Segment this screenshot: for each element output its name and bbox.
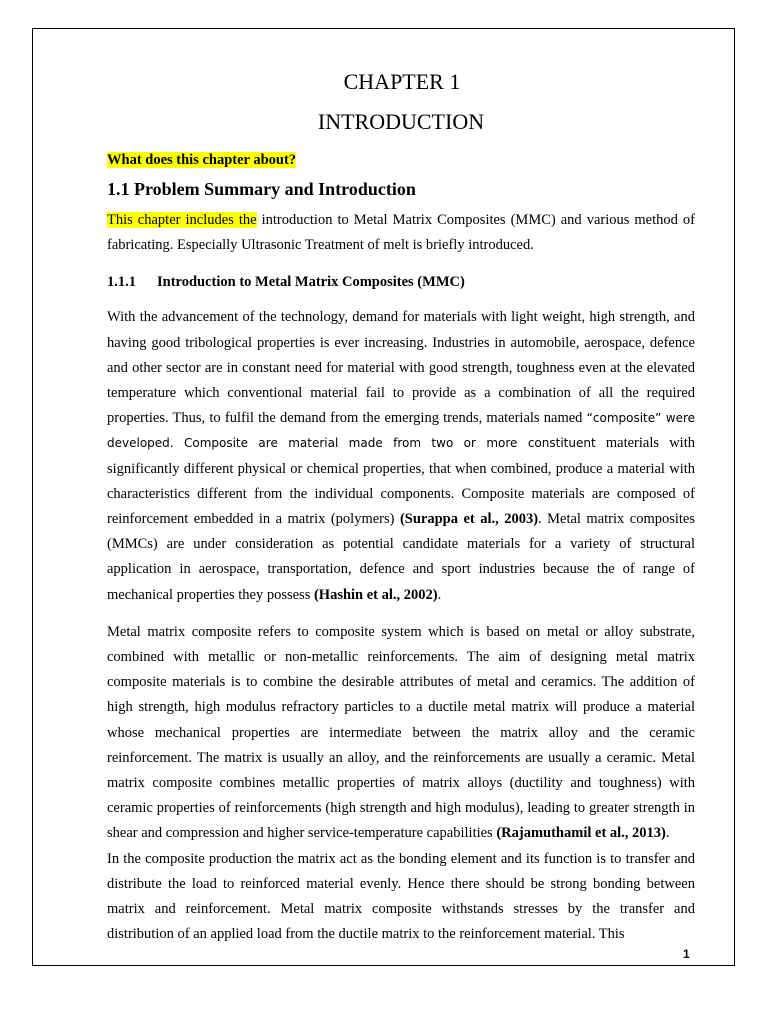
subsection-title: Introduction to Metal Matrix Composites (MMC) bbox=[157, 274, 465, 291]
chapter-number: CHAPTER 1 bbox=[343, 69, 461, 94]
citation: (Surappa et al., 2003) bbox=[399, 511, 539, 528]
citation: (Rajamuthamil et al., 2013) bbox=[496, 825, 666, 842]
paragraph-text: Metal matrix composite refers to composite system which is based on metal or alloy substrate, combined with metallic or non-metallic reinforcements. The aim of designing metal matrix composite materials is to combine the desirable attributes of metal and ceramics. The addition of high strength, high modulus refractory particles to a ductile metal matrix will produce a material whose mechanical properties are intermediate between the matrix alloy and the ceramic reinforcement. The matrix is usually an alloy, and the reinforcements are usually a ceramic. Metal matrix composite combines metallic properties of matrix alloys (ductility and toughness) with ceramic properties of reinforcements (high strength and high modulus), leading to greater strength in shear and compression and higher service-temperature capabilities bbox=[107, 623, 695, 842]
chapter-question-highlight: What does this chapter about? bbox=[107, 152, 297, 168]
paragraph-bonding: In the composite production the matrix act as the bonding element and its function is to transfer and distribute the load to reinforced material evenly. Hence there should be strong bonding between matrix and reinforcement. Metal matrix composite withstands stresses by the transfer and distribution of an applied load from the ductile matrix to the reinforcement material. This bbox=[107, 850, 695, 943]
paragraph-sans-text: “composite” were developed. Composite are material made from two or more constituent bbox=[107, 411, 696, 451]
paragraph-text: . Metal matrix composites (MMCs) are under consideration as potential candidate materials for a variety of structural application in aerospace, transportation, defence and sport industries because the of range of mechanical properties they possess bbox=[107, 511, 695, 603]
paragraph-composites bbox=[107, 305, 695, 607]
subsection-heading bbox=[107, 271, 695, 293]
intro-text: introduction to Metal Matrix Composites (MMC) and various method of fabricating. Especially Ultrasonic Treatment of melt is briefly introduced. bbox=[107, 212, 695, 254]
chapter-question bbox=[107, 150, 695, 170]
paragraph-text: With the advancement of the technology, demand for materials with light weight, high strength, and having good tribological properties is ever increasing. Industries in automobile, aerospace, defence and other sector are in constant need for material with good strength, toughness even at the elevated temperature which conventional material fail to provide as a combination of all the required properties. Thus, to fulfil the demand from the emerging trends, materials named bbox=[107, 309, 695, 427]
citation: (Hashin et al., 2002) bbox=[313, 586, 438, 603]
chapter-title: INTRODUCTION bbox=[317, 109, 485, 134]
paragraph-text: . bbox=[437, 586, 442, 603]
section-heading: 1.1 Problem Summary and Introduction bbox=[107, 179, 416, 199]
paragraph-text: . bbox=[665, 825, 670, 842]
paragraph-text: materials with significantly different physical or chemical properties, that when combined, produce a material with characteristics different from the individual components. Composite materials are composed of reinforcement embedded in a matrix (polymers) bbox=[107, 435, 695, 528]
subsection-number: 1.1.1 bbox=[107, 274, 136, 291]
page-number: 1 bbox=[683, 947, 690, 961]
intro-highlight: This chapter includes the bbox=[107, 212, 257, 228]
section-intro bbox=[107, 208, 695, 258]
paragraph-mmc-definition bbox=[107, 620, 695, 847]
document-body bbox=[107, 64, 695, 947]
